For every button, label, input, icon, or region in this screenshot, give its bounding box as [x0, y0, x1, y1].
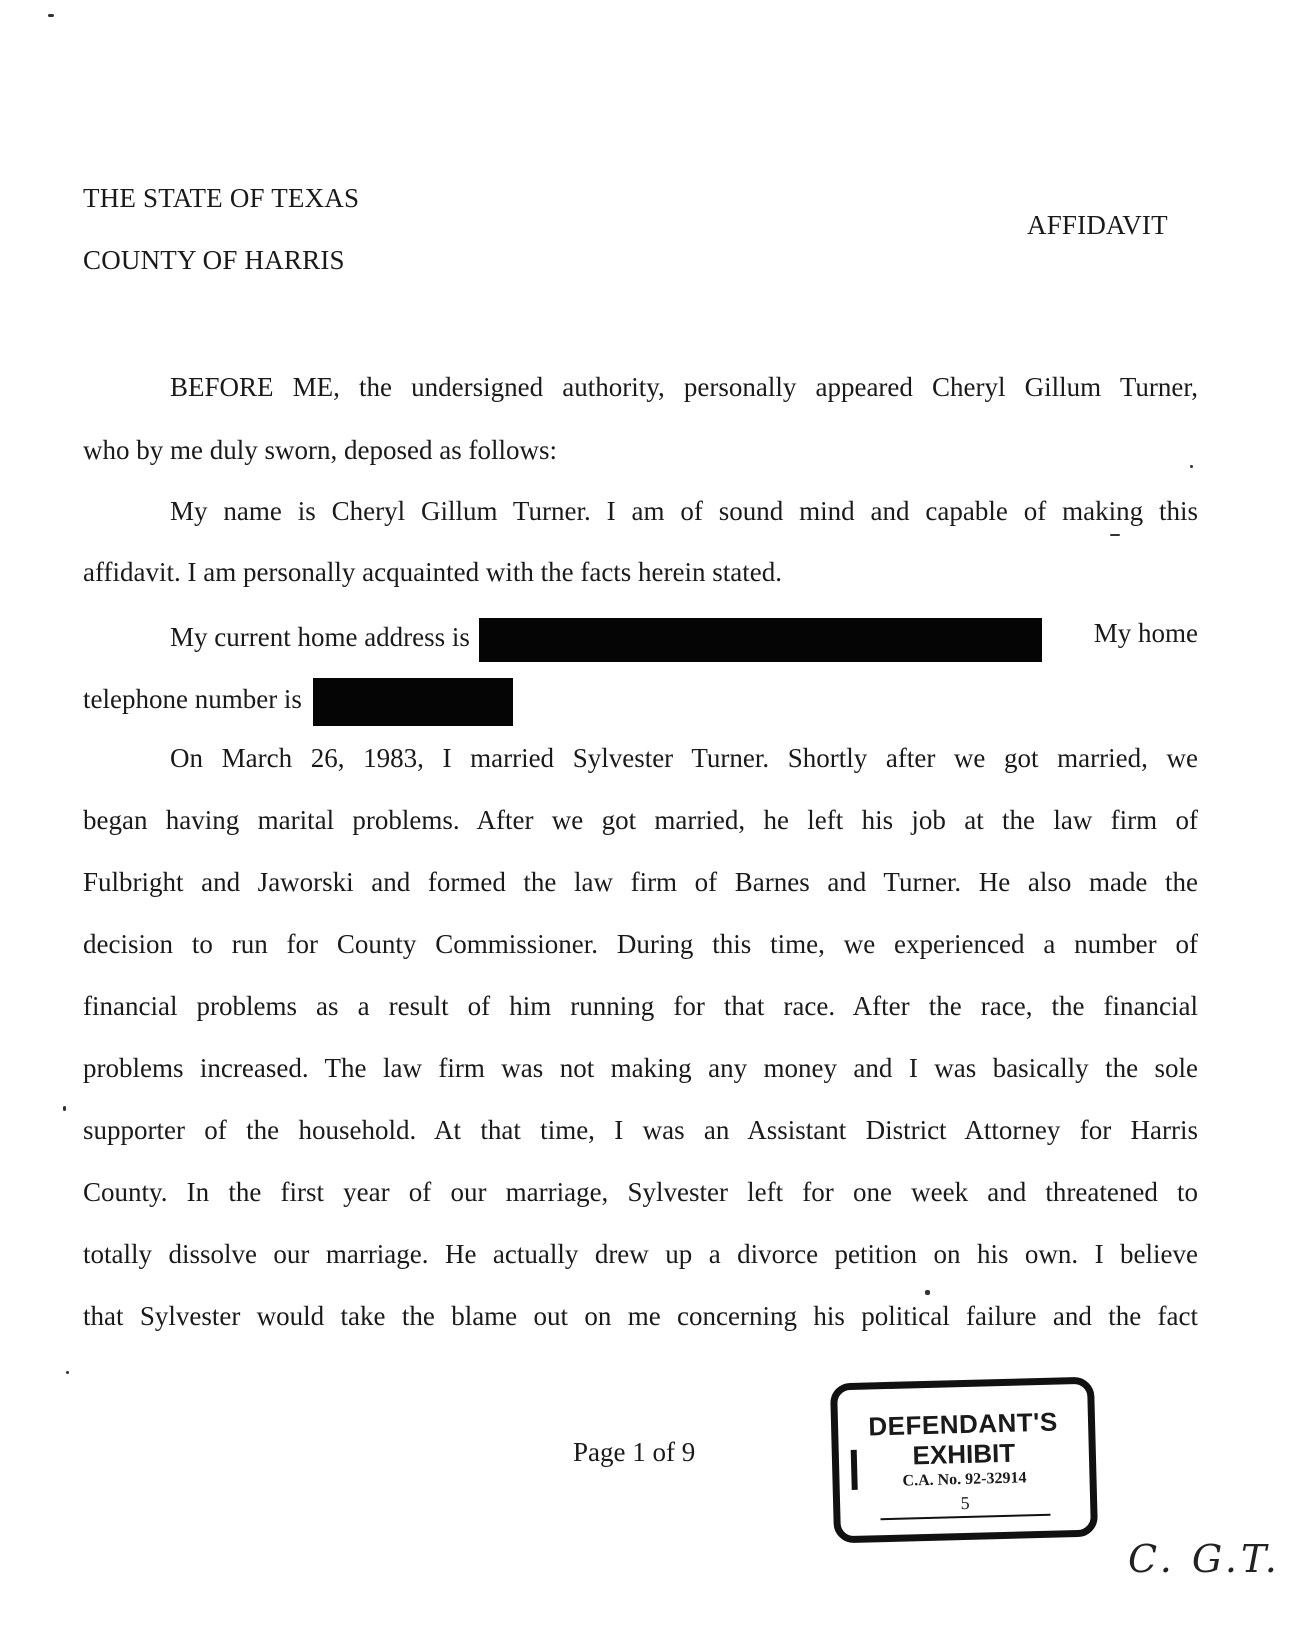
paragraph-4-line-9: totally dissolve our marriage. He actually drew up a divorce petition on his own. I believe: [83, 1239, 1198, 1269]
document-type-heading: AFFIDAVIT: [1027, 210, 1168, 240]
paragraph-4-line-4: decision to run for County Commissioner. During this time, we experienced a number of: [83, 929, 1198, 959]
paragraph-4-line-7: supporter of the household. At that time, I was an Assistant District Attorney for Harris: [83, 1115, 1198, 1145]
stamp-defendants-label: DEFENDANT'S: [868, 1406, 1059, 1442]
paragraph-4-line-1: On March 26, 1983, I married Sylvester Turner. Shortly after we got married, we: [170, 743, 1198, 773]
scan-speck: [1190, 465, 1193, 468]
scan-speck: [66, 1371, 69, 1374]
address-label: My current home address is: [170, 622, 470, 653]
county-heading: COUNTY OF HARRIS: [83, 245, 345, 275]
paragraph-4-line-5: financial problems as a result of him running for that race. After the race, the financial: [83, 991, 1198, 1021]
page-number: Page 1 of 9: [573, 1437, 696, 1467]
stamp-exhibit-label: EXHIBIT: [912, 1437, 1016, 1471]
paragraph-4-line-8: County. In the first year of our marriage, Sylvester left for one week and threatened to: [83, 1177, 1198, 1207]
telephone-line: [83, 678, 1198, 726]
address-redaction: [479, 618, 1042, 662]
scan-speck: [925, 1290, 930, 1295]
telephone-redaction: [313, 678, 513, 726]
address-line: [170, 618, 1198, 662]
state-heading: THE STATE OF TEXAS: [83, 183, 360, 213]
paragraph-1-line-1: BEFORE ME, the undersigned authority, personally appeared Cheryl Gillum Turner,: [170, 372, 1198, 402]
paragraph-2-line-2: affidavit. I am personally acquainted with the facts herein stated.: [83, 557, 782, 587]
handwritten-initials: C. G.T.: [1128, 1537, 1281, 1581]
paragraph-4-line-10: that Sylvester would take the blame out on me concerning his political failure and the fact: [83, 1301, 1198, 1331]
stamp-exhibit-number: 5: [880, 1491, 1051, 1520]
telephone-label: telephone number is: [83, 684, 302, 715]
paragraph-1-line-2: who by me duly sworn, deposed as follows:: [83, 435, 557, 465]
scan-speck: [1110, 534, 1120, 536]
paragraph-4-line-6: problems increased. The law firm was not making any money and I was basically the sole: [83, 1053, 1198, 1083]
scan-speck: [48, 14, 54, 17]
paragraph-2-line-1: My name is Cheryl Gillum Turner. I am of sound mind and capable of making this: [170, 496, 1198, 526]
scan-speck: [63, 1106, 66, 1111]
exhibit-stamp: [830, 1377, 1098, 1544]
home-label: My home: [1093, 618, 1198, 648]
stamp-case-number: C.A. No. 92-32914: [902, 1469, 1027, 1490]
paragraph-4-line-2: began having marital problems. After we got married, he left his job at the law firm of: [83, 805, 1198, 835]
paragraph-4-line-3: Fulbright and Jaworski and formed the law firm of Barnes and Turner. He also made the: [83, 867, 1198, 897]
